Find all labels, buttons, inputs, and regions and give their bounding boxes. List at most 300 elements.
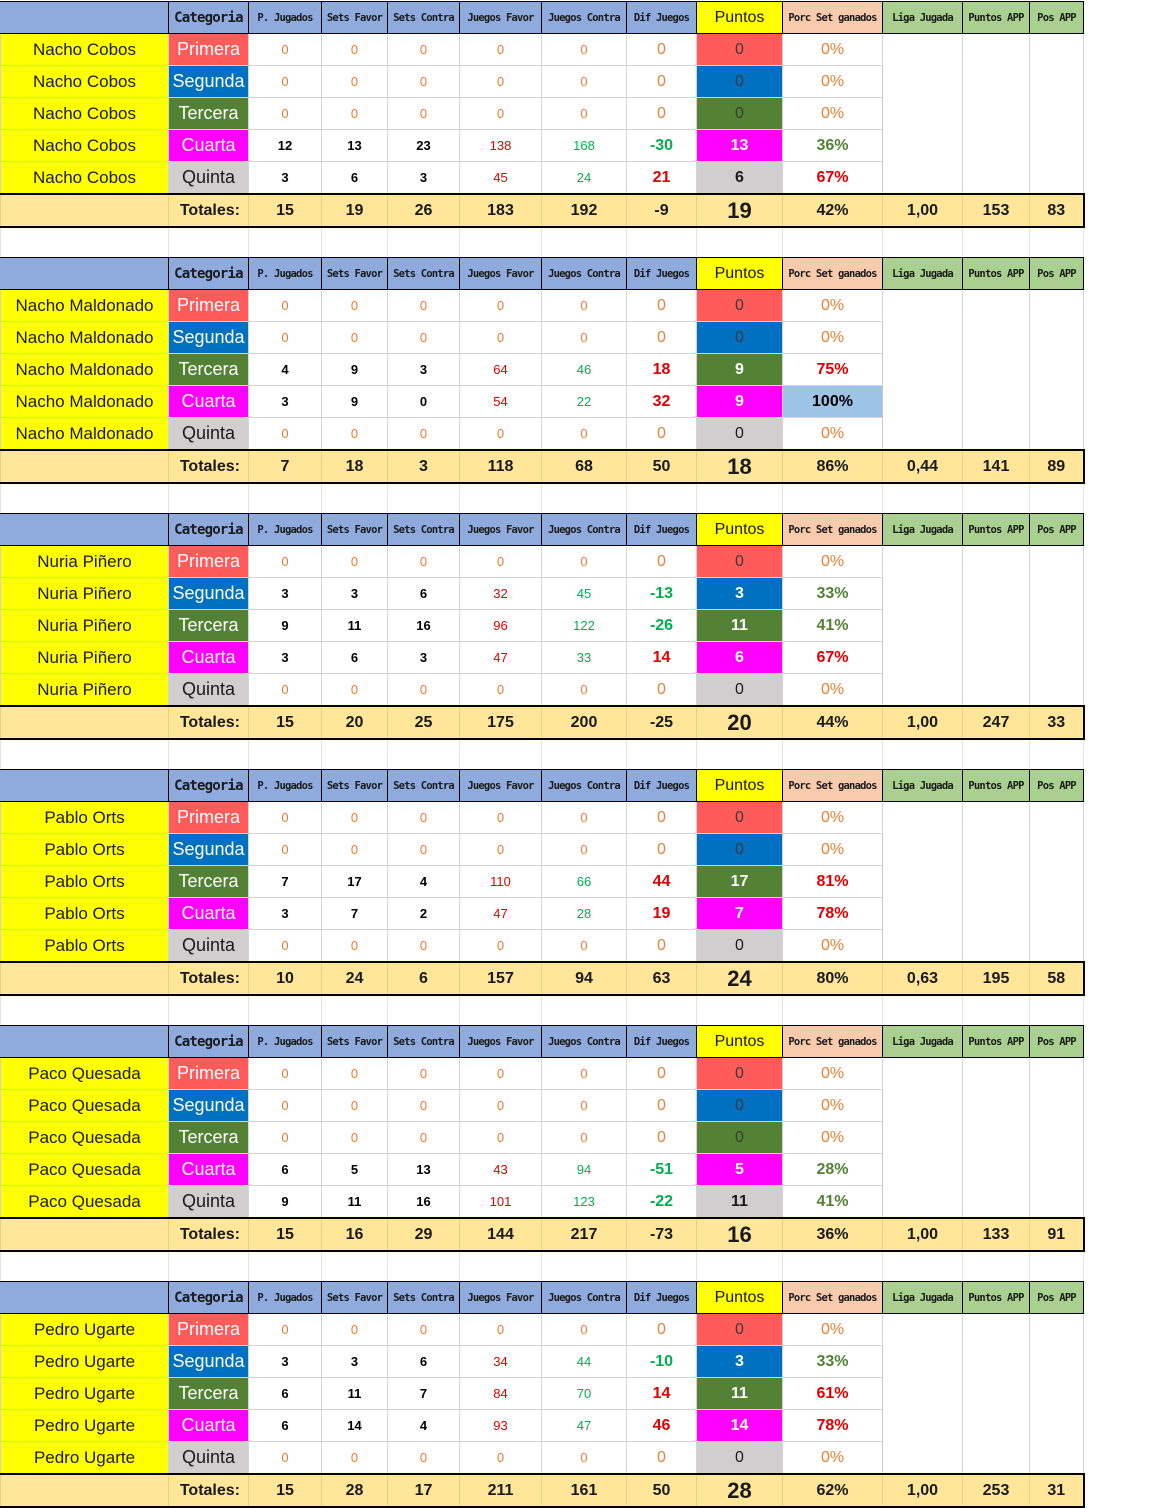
- category-label: Segunda: [169, 1090, 249, 1122]
- games-diff: 18: [627, 354, 697, 386]
- totals-row: [1, 194, 1084, 227]
- total-matches-played: 15: [249, 1474, 322, 1507]
- puntos-app-value: 153: [963, 194, 1030, 227]
- total-sets-contra: 6: [388, 962, 460, 995]
- puntos-app-empty: [963, 1058, 1030, 1219]
- category-label: Quinta: [169, 418, 249, 451]
- pos-app-empty: [1030, 802, 1084, 963]
- liga-jugada-value: 1,00: [883, 194, 963, 227]
- table-row: [1, 290, 1084, 322]
- header-sets-contra: Sets Contra: [388, 770, 460, 802]
- spacer-cell: [1030, 483, 1084, 516]
- total-sets-favor: 28: [322, 1474, 388, 1507]
- puntos-app-empty: [963, 290, 1030, 451]
- header-sets-contra: Sets Contra: [388, 258, 460, 290]
- games-diff: 0: [627, 1058, 697, 1090]
- player-name: Nacho Cobos: [1, 130, 169, 162]
- category-label: Primera: [169, 1314, 249, 1346]
- sets-favor: 3: [322, 1346, 388, 1378]
- liga-jugada-value: 1,00: [883, 706, 963, 739]
- spacer-cell: [627, 995, 697, 1028]
- matches-played: 0: [249, 1442, 322, 1475]
- player-name: Nacho Cobos: [1, 162, 169, 195]
- total-sets-favor: 19: [322, 194, 388, 227]
- sets-contra: 16: [388, 610, 460, 642]
- category-label: Segunda: [169, 1346, 249, 1378]
- games-diff: 21: [627, 162, 697, 195]
- spacer-cell: [169, 227, 249, 260]
- spacer-cell: [963, 1251, 1030, 1284]
- header-puntos-app: Puntos APP: [963, 2, 1030, 34]
- header-sets-favor: Sets Favor: [322, 1026, 388, 1058]
- header-blank-cell: [1, 1026, 169, 1058]
- header-sets-contra: Sets Contra: [388, 1026, 460, 1058]
- category-label: Tercera: [169, 1122, 249, 1154]
- header-p-jugados: P. Jugados: [249, 258, 322, 290]
- points-cell: 0: [697, 1122, 783, 1154]
- spacer-cell: [542, 995, 627, 1028]
- category-label: Cuarta: [169, 130, 249, 162]
- spacer-row: [1, 483, 1084, 516]
- sets-favor: 0: [322, 98, 388, 130]
- player-name: Paco Quesada: [1, 1154, 169, 1186]
- spacer-cell: [460, 1251, 542, 1284]
- player-stats-table: [0, 769, 1085, 1028]
- matches-played: 7: [249, 866, 322, 898]
- total-games-contra: 217: [542, 1218, 627, 1251]
- header-juegos-contra: Juegos Contra: [542, 770, 627, 802]
- header-row: [1, 258, 1084, 290]
- games-diff: 0: [627, 290, 697, 322]
- points-cell: 5: [697, 1154, 783, 1186]
- totals-blank-cell: [1, 450, 169, 483]
- games-diff: 0: [627, 34, 697, 66]
- games-favor: 0: [460, 34, 542, 66]
- header-puntos: Puntos: [697, 258, 783, 290]
- totals-row: [1, 450, 1084, 483]
- games-diff: 44: [627, 866, 697, 898]
- totals-row: [1, 706, 1084, 739]
- liga-jugada-value: 0,44: [883, 450, 963, 483]
- category-label: Quinta: [169, 674, 249, 707]
- total-games-contra: 161: [542, 1474, 627, 1507]
- liga-jugada-empty: [883, 34, 963, 195]
- sets-contra: 0: [388, 98, 460, 130]
- puntos-app-empty: [963, 1314, 1030, 1475]
- liga-jugada-empty: [883, 802, 963, 963]
- sets-contra: 0: [388, 930, 460, 963]
- total-games-diff: 50: [627, 1474, 697, 1507]
- games-favor: 47: [460, 898, 542, 930]
- matches-played: 0: [249, 1058, 322, 1090]
- sets-favor: 0: [322, 802, 388, 834]
- sets-favor: 0: [322, 1314, 388, 1346]
- sets-contra: 0: [388, 34, 460, 66]
- total-sets-contra: 25: [388, 706, 460, 739]
- table-row: [1, 802, 1084, 834]
- set-percentage: 41%: [783, 1186, 883, 1219]
- category-label: Primera: [169, 34, 249, 66]
- spacer-cell: [1030, 1251, 1084, 1284]
- spacer-cell: [249, 995, 322, 1028]
- games-favor: 32: [460, 578, 542, 610]
- header-porc-set: Porc Set ganados: [783, 258, 883, 290]
- player-name: Paco Quesada: [1, 1058, 169, 1090]
- total-set-percentage: 42%: [783, 194, 883, 227]
- total-games-contra: 192: [542, 194, 627, 227]
- points-cell: 17: [697, 866, 783, 898]
- totals-blank-cell: [1, 194, 169, 227]
- header-liga-jugada: Liga Jugada: [883, 2, 963, 34]
- header-sets-favor: Sets Favor: [322, 1282, 388, 1314]
- games-diff: 0: [627, 66, 697, 98]
- header-juegos-favor: Juegos Favor: [460, 1282, 542, 1314]
- header-puntos-app: Puntos APP: [963, 258, 1030, 290]
- pos-app-value: 89: [1030, 450, 1084, 483]
- player-stats-table: [0, 513, 1085, 772]
- table-row: [1, 34, 1084, 66]
- games-diff: 0: [627, 98, 697, 130]
- games-contra: 46: [542, 354, 627, 386]
- puntos-app-value: 141: [963, 450, 1030, 483]
- matches-played: 3: [249, 898, 322, 930]
- points-cell: 0: [697, 1090, 783, 1122]
- spacer-cell: [322, 995, 388, 1028]
- player-block: [0, 513, 1080, 772]
- spacer-cell: [542, 227, 627, 260]
- player-name: Nuria Piñero: [1, 642, 169, 674]
- spacer-cell: [963, 995, 1030, 1028]
- games-contra: 0: [542, 290, 627, 322]
- spacer-cell: [963, 739, 1030, 772]
- header-juegos-favor: Juegos Favor: [460, 514, 542, 546]
- set-percentage: 0%: [783, 66, 883, 98]
- spacer-cell: [542, 483, 627, 516]
- table-row: [1, 1058, 1084, 1090]
- pos-app-empty: [1030, 290, 1084, 451]
- sets-favor: 0: [322, 1442, 388, 1475]
- matches-played: 0: [249, 98, 322, 130]
- points-cell: 0: [697, 930, 783, 963]
- totals-blank-cell: [1, 706, 169, 739]
- player-stats-table: [0, 257, 1085, 516]
- category-label: Tercera: [169, 610, 249, 642]
- total-games-contra: 94: [542, 962, 627, 995]
- category-label: Quinta: [169, 162, 249, 195]
- games-contra: 0: [542, 1314, 627, 1346]
- liga-jugada-empty: [883, 546, 963, 707]
- player-name: Pedro Ugarte: [1, 1378, 169, 1410]
- sets-favor: 0: [322, 418, 388, 451]
- games-favor: 0: [460, 1058, 542, 1090]
- matches-played: 3: [249, 578, 322, 610]
- matches-played: 0: [249, 34, 322, 66]
- header-p-jugados: P. Jugados: [249, 1282, 322, 1314]
- header-porc-set: Porc Set ganados: [783, 2, 883, 34]
- games-diff: 0: [627, 834, 697, 866]
- games-contra: 122: [542, 610, 627, 642]
- sets-contra: 0: [388, 1058, 460, 1090]
- matches-played: 0: [249, 1314, 322, 1346]
- spacer-cell: [883, 227, 963, 260]
- total-games-favor: 183: [460, 194, 542, 227]
- player-name: Nacho Maldonado: [1, 290, 169, 322]
- set-percentage: 78%: [783, 1410, 883, 1442]
- header-categoria: Categoria: [169, 514, 249, 546]
- header-row: [1, 1282, 1084, 1314]
- points-cell: 3: [697, 1346, 783, 1378]
- set-percentage: 0%: [783, 546, 883, 578]
- total-games-favor: 144: [460, 1218, 542, 1251]
- sets-contra: 2: [388, 898, 460, 930]
- total-games-diff: 50: [627, 450, 697, 483]
- games-favor: 0: [460, 418, 542, 451]
- games-diff: 46: [627, 1410, 697, 1442]
- set-percentage: 0%: [783, 930, 883, 963]
- spacer-cell: [963, 227, 1030, 260]
- header-porc-set: Porc Set ganados: [783, 1282, 883, 1314]
- sets-favor: 9: [322, 354, 388, 386]
- games-diff: 14: [627, 642, 697, 674]
- header-sets-contra: Sets Contra: [388, 2, 460, 34]
- header-liga-jugada: Liga Jugada: [883, 258, 963, 290]
- points-cell: 13: [697, 130, 783, 162]
- spacer-cell: [883, 1251, 963, 1284]
- games-contra: 123: [542, 1186, 627, 1219]
- player-name: Paco Quesada: [1, 1090, 169, 1122]
- games-contra: 66: [542, 866, 627, 898]
- spacer-cell: [627, 1251, 697, 1284]
- games-diff: 0: [627, 1314, 697, 1346]
- player-block: [0, 257, 1080, 516]
- set-percentage: 33%: [783, 578, 883, 610]
- games-favor: 0: [460, 66, 542, 98]
- category-label: Primera: [169, 802, 249, 834]
- total-points: 20: [697, 706, 783, 739]
- total-sets-contra: 17: [388, 1474, 460, 1507]
- spacer-cell: [1, 995, 169, 1028]
- sets-favor: 0: [322, 34, 388, 66]
- player-name: Nacho Maldonado: [1, 354, 169, 386]
- games-diff: 0: [627, 802, 697, 834]
- header-juegos-contra: Juegos Contra: [542, 258, 627, 290]
- sets-favor: 7: [322, 898, 388, 930]
- spacer-cell: [627, 739, 697, 772]
- pos-app-value: 31: [1030, 1474, 1084, 1507]
- games-favor: 93: [460, 1410, 542, 1442]
- games-diff: 0: [627, 418, 697, 451]
- header-juegos-favor: Juegos Favor: [460, 1026, 542, 1058]
- sets-contra: 3: [388, 354, 460, 386]
- category-label: Segunda: [169, 578, 249, 610]
- points-cell: 0: [697, 1442, 783, 1475]
- games-contra: 70: [542, 1378, 627, 1410]
- games-contra: 0: [542, 674, 627, 707]
- set-percentage: 33%: [783, 1346, 883, 1378]
- points-cell: 0: [697, 674, 783, 707]
- games-favor: 43: [460, 1154, 542, 1186]
- player-name: Pablo Orts: [1, 802, 169, 834]
- total-sets-favor: 20: [322, 706, 388, 739]
- header-pos-app: Pos APP: [1030, 1282, 1084, 1314]
- games-contra: 0: [542, 1058, 627, 1090]
- totals-label: Totales:: [169, 1218, 249, 1251]
- games-contra: 0: [542, 1442, 627, 1475]
- points-cell: 3: [697, 578, 783, 610]
- sets-contra: 0: [388, 546, 460, 578]
- games-favor: 47: [460, 642, 542, 674]
- header-liga-jugada: Liga Jugada: [883, 1282, 963, 1314]
- sets-favor: 11: [322, 1378, 388, 1410]
- category-label: Segunda: [169, 66, 249, 98]
- header-dif-juegos: Dif Juegos: [627, 2, 697, 34]
- total-games-diff: 63: [627, 962, 697, 995]
- player-block: [0, 1281, 1080, 1508]
- points-cell: 0: [697, 1058, 783, 1090]
- spacer-cell: [388, 483, 460, 516]
- spacer-cell: [322, 483, 388, 516]
- totals-label: Totales:: [169, 1474, 249, 1507]
- table-row: [1, 546, 1084, 578]
- points-cell: 0: [697, 1314, 783, 1346]
- total-points: 24: [697, 962, 783, 995]
- sets-favor: 0: [322, 1090, 388, 1122]
- games-contra: 0: [542, 1090, 627, 1122]
- points-cell: 0: [697, 834, 783, 866]
- points-cell: 11: [697, 1186, 783, 1219]
- spacer-row: [1, 995, 1084, 1028]
- player-name: Nacho Maldonado: [1, 322, 169, 354]
- pos-app-value: 83: [1030, 194, 1084, 227]
- set-percentage: 0%: [783, 418, 883, 451]
- header-porc-set: Porc Set ganados: [783, 1026, 883, 1058]
- spacer-cell: [249, 483, 322, 516]
- total-games-contra: 68: [542, 450, 627, 483]
- set-percentage: 41%: [783, 610, 883, 642]
- games-favor: 0: [460, 1090, 542, 1122]
- total-games-diff: -73: [627, 1218, 697, 1251]
- player-name: Nuria Piñero: [1, 578, 169, 610]
- category-label: Cuarta: [169, 898, 249, 930]
- category-label: Cuarta: [169, 642, 249, 674]
- header-puntos: Puntos: [697, 2, 783, 34]
- total-sets-contra: 26: [388, 194, 460, 227]
- games-contra: 22: [542, 386, 627, 418]
- games-contra: 0: [542, 546, 627, 578]
- spacer-cell: [169, 1251, 249, 1284]
- sets-contra: 0: [388, 322, 460, 354]
- player-name: Pablo Orts: [1, 866, 169, 898]
- header-p-jugados: P. Jugados: [249, 770, 322, 802]
- sets-favor: 3: [322, 578, 388, 610]
- sets-contra: 0: [388, 418, 460, 451]
- matches-played: 3: [249, 386, 322, 418]
- category-label: Primera: [169, 290, 249, 322]
- category-label: Primera: [169, 546, 249, 578]
- sets-contra: 0: [388, 834, 460, 866]
- sets-contra: 0: [388, 1314, 460, 1346]
- matches-played: 0: [249, 834, 322, 866]
- games-favor: 0: [460, 834, 542, 866]
- total-set-percentage: 62%: [783, 1474, 883, 1507]
- category-label: Quinta: [169, 1186, 249, 1219]
- spacer-cell: [1030, 227, 1084, 260]
- header-pos-app: Pos APP: [1030, 770, 1084, 802]
- games-diff: 14: [627, 1378, 697, 1410]
- header-puntos: Puntos: [697, 514, 783, 546]
- player-name: Pedro Ugarte: [1, 1442, 169, 1475]
- games-favor: 64: [460, 354, 542, 386]
- matches-played: 6: [249, 1154, 322, 1186]
- total-points: 16: [697, 1218, 783, 1251]
- pos-app-value: 91: [1030, 1218, 1084, 1251]
- points-cell: 0: [697, 66, 783, 98]
- header-puntos-app: Puntos APP: [963, 1026, 1030, 1058]
- header-liga-jugada: Liga Jugada: [883, 514, 963, 546]
- spacer-cell: [169, 995, 249, 1028]
- spacer-cell: [783, 739, 883, 772]
- spacer-cell: [542, 739, 627, 772]
- games-favor: 0: [460, 802, 542, 834]
- puntos-app-value: 253: [963, 1474, 1030, 1507]
- spacer-cell: [783, 995, 883, 1028]
- player-name: Nuria Piñero: [1, 546, 169, 578]
- header-categoria: Categoria: [169, 1026, 249, 1058]
- matches-played: 0: [249, 322, 322, 354]
- puntos-app-value: 133: [963, 1218, 1030, 1251]
- spacer-cell: [697, 227, 783, 260]
- total-matches-played: 15: [249, 1218, 322, 1251]
- header-blank-cell: [1, 258, 169, 290]
- sets-contra: 4: [388, 1410, 460, 1442]
- header-puntos-app: Puntos APP: [963, 770, 1030, 802]
- player-name: Nacho Cobos: [1, 98, 169, 130]
- spacer-cell: [388, 227, 460, 260]
- spacer-cell: [460, 739, 542, 772]
- spacer-cell: [883, 739, 963, 772]
- player-name: Nuria Piñero: [1, 674, 169, 707]
- games-contra: 47: [542, 1410, 627, 1442]
- points-cell: 14: [697, 1410, 783, 1442]
- set-percentage: 0%: [783, 834, 883, 866]
- liga-jugada-empty: [883, 290, 963, 451]
- player-name: Pedro Ugarte: [1, 1346, 169, 1378]
- games-contra: 0: [542, 1122, 627, 1154]
- puntos-app-empty: [963, 34, 1030, 195]
- puntos-app-empty: [963, 546, 1030, 707]
- totals-row: [1, 1218, 1084, 1251]
- pos-app-empty: [1030, 546, 1084, 707]
- totals-row: [1, 1474, 1084, 1507]
- header-row: [1, 770, 1084, 802]
- sets-contra: 3: [388, 642, 460, 674]
- games-favor: 0: [460, 98, 542, 130]
- sets-contra: 0: [388, 1442, 460, 1475]
- sets-contra: 6: [388, 1346, 460, 1378]
- header-porc-set: Porc Set ganados: [783, 770, 883, 802]
- totals-label: Totales:: [169, 962, 249, 995]
- games-contra: 0: [542, 66, 627, 98]
- sets-favor: 17: [322, 866, 388, 898]
- spacer-cell: [697, 995, 783, 1028]
- header-juegos-contra: Juegos Contra: [542, 514, 627, 546]
- matches-played: 9: [249, 1186, 322, 1219]
- games-diff: 0: [627, 1090, 697, 1122]
- totals-blank-cell: [1, 1218, 169, 1251]
- category-label: Cuarta: [169, 386, 249, 418]
- spacer-cell: [627, 227, 697, 260]
- sets-favor: 0: [322, 930, 388, 963]
